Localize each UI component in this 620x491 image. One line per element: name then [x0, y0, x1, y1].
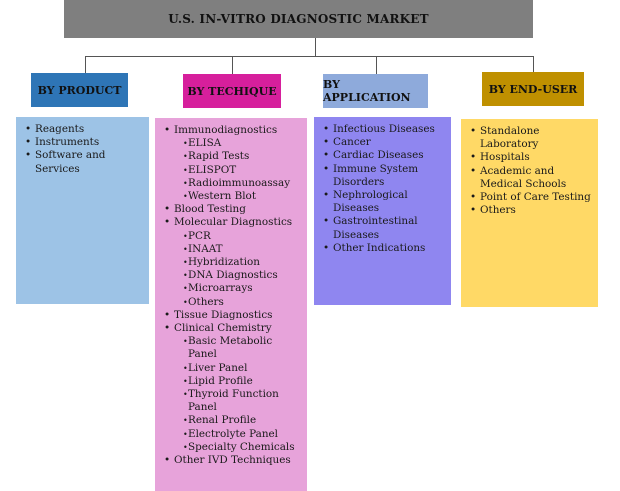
sub-list-item: • Electrolyte Panel: [183, 428, 303, 441]
list-item-label: Tissue Diagnostics: [174, 308, 273, 321]
list-item: [161, 124, 303, 203]
list-item: [467, 151, 594, 164]
connector-bar: [85, 56, 533, 57]
sub-list-item: • Specialty Chemicals: [183, 441, 303, 454]
list-item-label: Blood Testing: [174, 203, 246, 216]
list-item: [320, 136, 447, 149]
sub-item-list: [174, 230, 303, 309]
category-header-end-user: BY END-USER: [482, 72, 584, 106]
list-item: [467, 204, 594, 217]
list-item: [320, 189, 447, 215]
list-item: [22, 123, 145, 136]
sub-list-item: • DNA Diagnostics: [183, 269, 303, 282]
connector-application: [376, 56, 377, 74]
list-item-label: Instruments: [35, 136, 100, 149]
list-item: [467, 165, 594, 191]
list-item: [467, 191, 594, 204]
list-item-label: Gastrointestinal Diseases: [333, 215, 418, 241]
sub-list-item: • ELISA: [183, 137, 303, 150]
list-item-label: Reagents: [35, 123, 85, 135]
sub-list-item: • PCR: [183, 230, 303, 243]
list-item-label: Software and Services: [35, 149, 106, 175]
list-item: [161, 322, 303, 454]
sub-list-item: • Liver Panel: [183, 362, 303, 375]
category-panel-end-user: [461, 119, 598, 307]
sub-list-item: • Hybridization: [183, 256, 303, 269]
list-item: [22, 149, 145, 175]
list-item: [161, 216, 303, 308]
connector-product: [85, 56, 86, 73]
list-item-label: Cardiac Diseases: [333, 149, 424, 162]
item-list: [22, 123, 145, 176]
list-item-label: Immunodiagnostics: [174, 124, 278, 136]
list-item: [467, 125, 594, 151]
list-item: [320, 242, 447, 255]
list-item: [320, 123, 447, 136]
category-header-application: BY APPLICATION: [323, 74, 428, 108]
sub-list-item: • Radioimmunoassay: [183, 177, 303, 190]
item-list: [320, 123, 447, 255]
list-item: [161, 309, 303, 322]
list-item: [320, 215, 447, 241]
category-panel-product: [16, 117, 149, 304]
sub-list-item: • Basic Metabolic Panel: [183, 335, 303, 361]
list-item-label: Point of Care Testing: [480, 191, 591, 204]
sub-list-item: • Rapid Tests: [183, 150, 303, 163]
list-item-label: Infectious Diseases: [333, 123, 435, 135]
list-item-label: Academic and Medical Schools: [480, 164, 567, 190]
list-item-label: Other IVD Techniques: [174, 454, 291, 467]
list-item-label: Standalone Laboratory: [480, 125, 540, 151]
diagram-title: U.S. IN-VITRO DIAGNOSTIC MARKET: [64, 0, 533, 38]
list-item: [22, 136, 145, 149]
list-item-label: Clinical Chemistry: [174, 322, 272, 335]
sub-list-item: • Thyroid Function Panel: [183, 388, 303, 414]
connector-trunk: [315, 38, 316, 56]
list-item: [161, 203, 303, 216]
list-item-label: Hospitals: [480, 151, 530, 164]
item-list: [467, 125, 594, 217]
sub-list-item: • ELISPOT: [183, 164, 303, 177]
sub-item-list: [174, 137, 303, 203]
list-item-label: Molecular Diagnostics: [174, 216, 293, 229]
category-header-technique: BY TECHIQUE: [183, 74, 281, 108]
list-item: [320, 149, 447, 162]
sub-list-item: • Western Blot: [183, 190, 303, 203]
sub-list-item: • INAAT: [183, 243, 303, 256]
connector-end-user: [533, 56, 534, 72]
sub-item-list: [174, 335, 303, 454]
category-header-product: BY PRODUCT: [31, 73, 128, 107]
list-item-label: Cancer: [333, 136, 371, 149]
sub-list-item: • Renal Profile: [183, 414, 303, 427]
category-panel-technique: [155, 118, 307, 491]
sub-list-item: • Others: [183, 296, 303, 309]
sub-list-item: • Lipid Profile: [183, 375, 303, 388]
list-item-label: Nephrological Diseases: [333, 189, 408, 215]
category-panel-application: [314, 117, 451, 305]
connector-technique: [232, 56, 233, 74]
list-item: [161, 454, 303, 467]
list-item-label: Others: [480, 204, 516, 217]
item-list: [161, 124, 303, 467]
list-item-label: Immune System Disorders: [333, 162, 419, 188]
sub-list-item: • Microarrays: [183, 282, 303, 295]
list-item: [320, 163, 447, 189]
list-item-label: Other Indications: [333, 241, 426, 254]
